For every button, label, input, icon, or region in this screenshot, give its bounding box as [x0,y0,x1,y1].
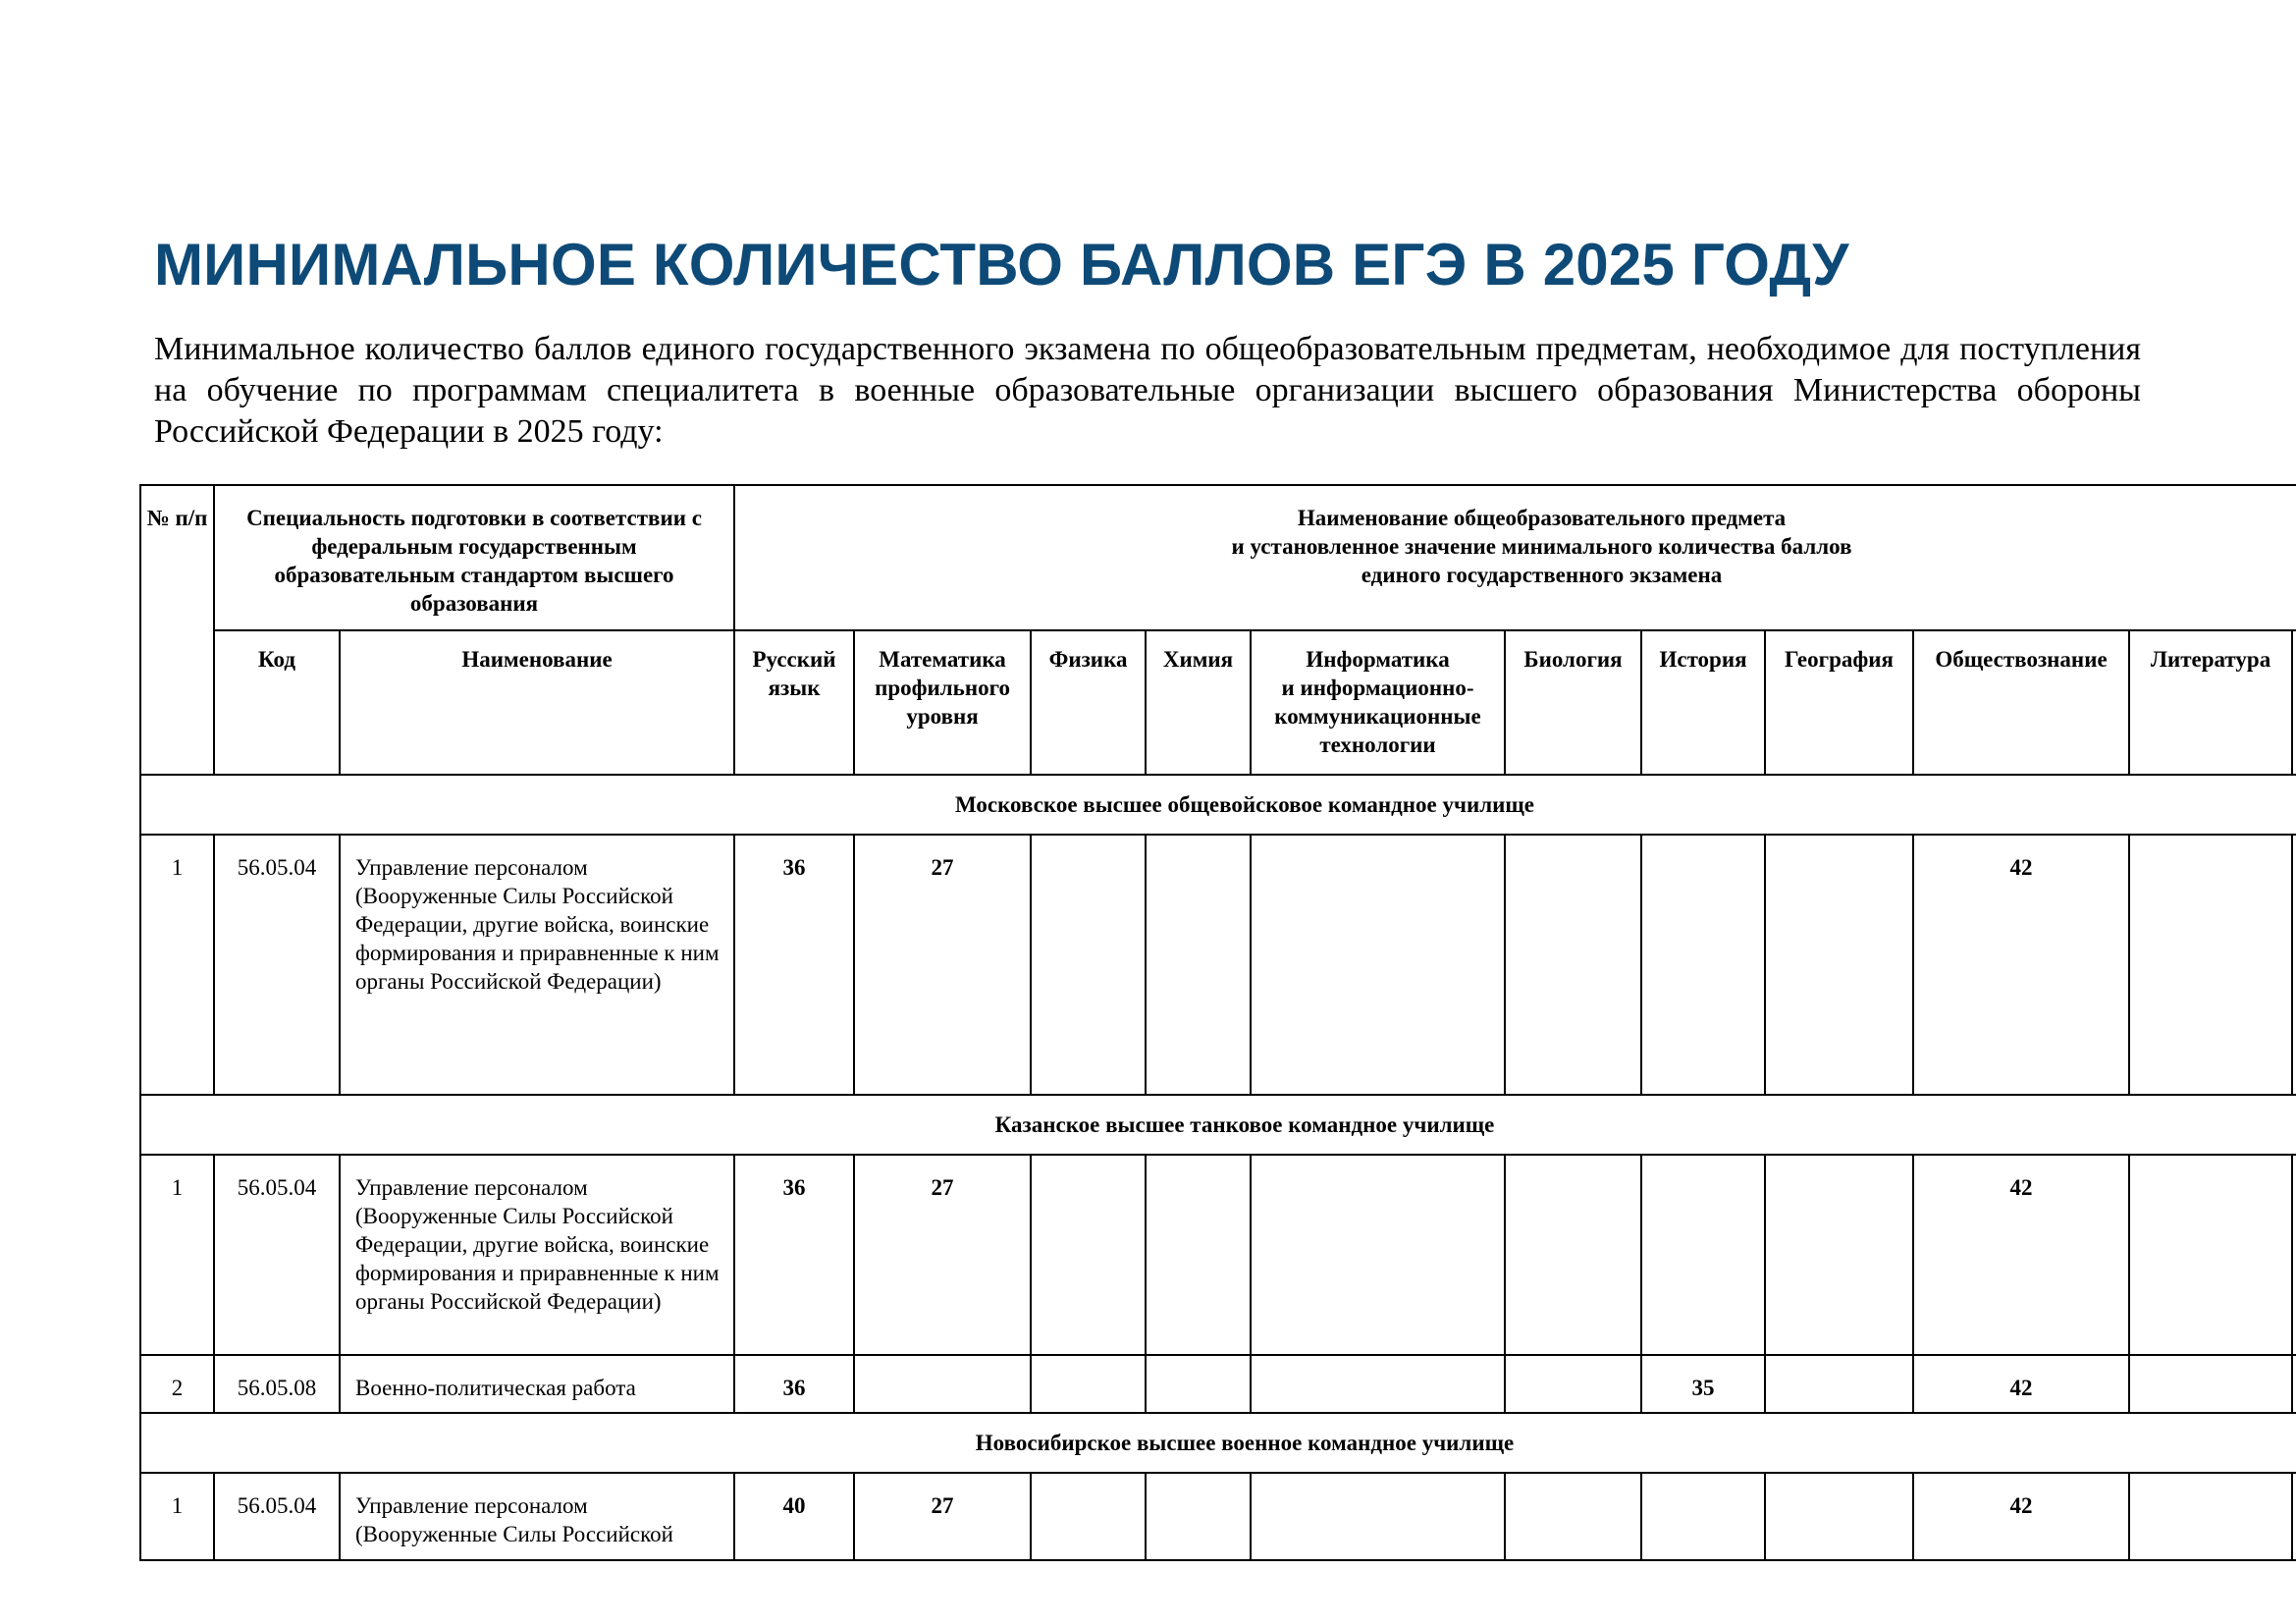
score-extra [2292,1473,2296,1560]
header-subject-geography: География [1765,630,1913,775]
table-row [140,1355,2296,1413]
header-subject-history: История [1641,630,1765,775]
header-subjects [734,485,2296,630]
table-row [140,1473,2296,1560]
header-subject-physics: Физика [1031,630,1146,775]
score-literature [2129,1473,2292,1560]
school-heading: Новосибирское высшее военное командное училище [140,1413,2296,1473]
score-informatics [1251,835,1505,1095]
score-history: 35 [1641,1355,1765,1413]
score-chemistry [1146,835,1251,1095]
score-physics [1031,1473,1146,1560]
score-biology [1505,1473,1641,1560]
specialty-name: Управление персоналом (Вооруженные Силы Российской [340,1473,734,1560]
score-russian: 36 [734,1355,854,1413]
score-literature [2129,835,2292,1095]
score-informatics [1251,1473,1505,1560]
score-russian: 40 [734,1473,854,1560]
score-geography [1765,1155,1913,1355]
specialty-code: 56.05.04 [214,1155,340,1355]
score-chemistry [1146,1473,1251,1560]
score-geography [1765,1355,1913,1413]
score-extra [2292,835,2296,1095]
row-number: 1 [140,1473,214,1560]
page-title: МИНИМАЛЬНОЕ КОЛИЧЕСТВО БАЛЛОВ ЕГЭ В 2025 ГОДУ [154,232,1849,298]
score-math: 27 [854,1155,1031,1355]
header-row-number: № п/п [140,485,214,775]
score-literature [2129,1355,2292,1413]
header-subject-russian: Русский язык [734,630,854,775]
score-social-studies: 42 [1913,1155,2129,1355]
score-history [1641,1473,1765,1560]
school-heading: Московское высшее общевойсковое командное училище [140,775,2296,835]
specialty-name: Управление персоналом (Вооруженные Силы Российской Федерации, другие войска, воинские формирования и приравненные к ним органы Российской Федерации) [340,1155,734,1355]
scores-table [139,484,2296,1561]
header-name: Наименование [340,630,734,775]
score-russian: 36 [734,835,854,1095]
specialty-code: 56.05.04 [214,835,340,1095]
specialty-code: 56.05.08 [214,1355,340,1413]
score-chemistry [1146,1355,1251,1413]
header-subject-informatics-text: Информатика и информационно-коммуникационные технологии [1274,647,1481,757]
row-number: 1 [140,835,214,1095]
score-literature [2129,1155,2292,1355]
score-math [854,1355,1031,1413]
header-subject-social-studies: Обществознание [1913,630,2129,775]
specialty-name: Военно-политическая работа [340,1355,734,1413]
score-geography [1765,1473,1913,1560]
header-subject-biology: Биология [1505,630,1641,775]
score-geography [1765,835,1913,1095]
score-biology [1505,835,1641,1095]
score-history [1641,835,1765,1095]
score-informatics [1251,1155,1505,1355]
header-subject-informatics [1251,630,1505,775]
header-subject-chemistry: Химия [1146,630,1251,775]
school-heading: Казанское высшее танковое командное училище [140,1095,2296,1155]
score-biology [1505,1355,1641,1413]
header-subjects-text: Наименование общеобразовательного предмета и установленное значение минимального количества баллов единого государственного экзамена [1231,506,1852,587]
score-history [1641,1155,1765,1355]
header-subject-math: Математика профильного уровня [854,630,1031,775]
header-subject-literature: Литература [2129,630,2292,775]
score-math: 27 [854,1473,1031,1560]
score-math: 27 [854,835,1031,1095]
score-extra [2292,1155,2296,1355]
row-number: 2 [140,1355,214,1413]
score-social-studies: 42 [1913,835,2129,1095]
header-code: Код [214,630,340,775]
score-biology [1505,1155,1641,1355]
row-number: 1 [140,1155,214,1355]
score-physics [1031,1355,1146,1413]
score-chemistry [1146,1155,1251,1355]
score-russian: 36 [734,1155,854,1355]
score-extra [2292,1355,2296,1413]
header-subject-extra [2292,630,2296,775]
score-physics [1031,1155,1146,1355]
header-specialty: Специальность подготовки в соответствии с федеральным государственным образовательным стандартом высшего образования [214,485,734,630]
specialty-code: 56.05.04 [214,1473,340,1560]
table-row [140,1155,2296,1355]
score-physics [1031,835,1146,1095]
score-social-studies: 42 [1913,1355,2129,1413]
score-informatics [1251,1355,1505,1413]
specialty-name: Управление персоналом (Вооруженные Силы Российской Федерации, другие войска, воинские формирования и приравненные к ним органы Российской Федерации) [340,835,734,1095]
score-social-studies: 42 [1913,1473,2129,1560]
intro-paragraph: Минимальное количество баллов единого государственного экзамена по общеобразовательным предметам, необходимое для поступления на обучение по программам специалитета в военные образовательные организации высшего образования Министерства обороны Российской Федерации в 2025 году: [154,331,2141,450]
table-row [140,835,2296,1095]
